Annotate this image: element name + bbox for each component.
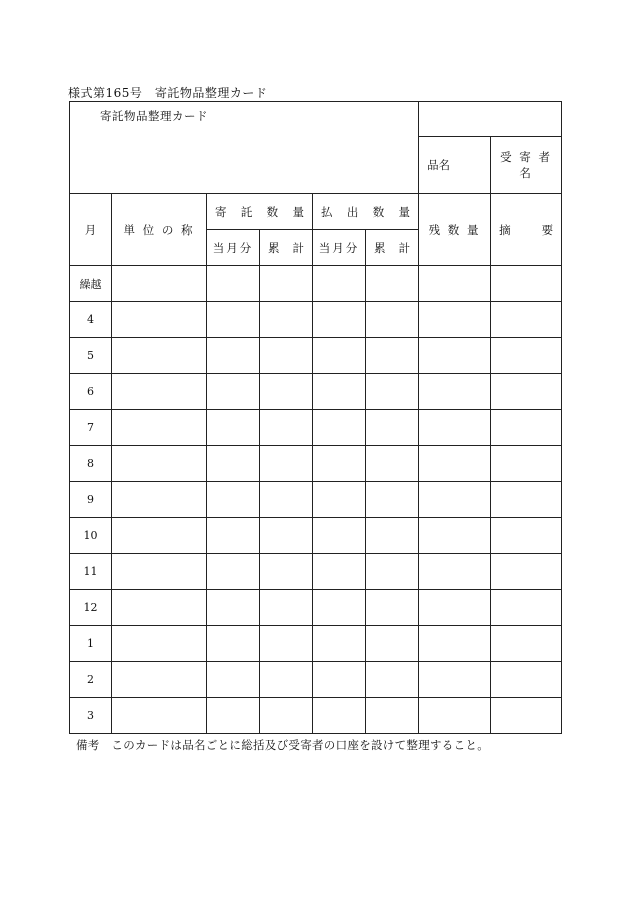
month-cell: 3 <box>70 698 112 734</box>
month-cell: 9 <box>70 482 112 518</box>
entry-cell[interactable] <box>313 518 366 554</box>
table-row <box>70 410 562 446</box>
entry-cell[interactable] <box>419 518 491 554</box>
entry-cell[interactable] <box>491 374 562 410</box>
entry-cell[interactable] <box>419 374 491 410</box>
table-row <box>70 518 562 554</box>
remaining-qty-header: 残 数 量 <box>419 194 491 266</box>
entry-cell[interactable] <box>366 338 419 374</box>
entry-cell[interactable] <box>112 410 207 446</box>
entry-cell[interactable] <box>419 626 491 662</box>
entry-cell[interactable] <box>112 374 207 410</box>
entry-cell[interactable] <box>112 590 207 626</box>
payout-qty-char: 出 <box>346 204 359 219</box>
payout-qty-header <box>313 194 419 230</box>
entry-cell[interactable] <box>491 266 562 302</box>
entry-cell[interactable] <box>112 266 207 302</box>
entry-cell[interactable] <box>491 302 562 338</box>
entry-cell[interactable] <box>112 626 207 662</box>
deposit-qty-char: 数 <box>266 204 279 219</box>
entry-cell[interactable] <box>491 698 562 734</box>
payout-qty-char: 数 <box>372 204 385 219</box>
entry-cell[interactable] <box>491 338 562 374</box>
entry-cell[interactable] <box>207 446 260 482</box>
entry-cell[interactable] <box>260 410 313 446</box>
deposit-item-card-table <box>69 101 562 734</box>
entry-cell[interactable] <box>419 662 491 698</box>
deposit-qty-char: 量 <box>292 204 304 219</box>
entry-cell[interactable] <box>491 590 562 626</box>
entry-cell[interactable] <box>366 554 419 590</box>
entry-cell[interactable] <box>491 662 562 698</box>
month-cell: 12 <box>70 590 112 626</box>
entry-cell[interactable] <box>112 446 207 482</box>
month-cell: 1 <box>70 626 112 662</box>
entry-cell[interactable] <box>313 374 366 410</box>
entry-cell[interactable] <box>491 554 562 590</box>
summary-header <box>491 194 562 266</box>
entry-cell[interactable] <box>260 554 313 590</box>
entry-cell[interactable] <box>207 590 260 626</box>
entry-cell[interactable] <box>313 554 366 590</box>
entry-cell[interactable] <box>112 518 207 554</box>
summary-char: 要 <box>541 222 554 237</box>
payout-qty-char: 払 <box>321 204 333 219</box>
table-row <box>70 446 562 482</box>
entry-cell[interactable] <box>260 302 313 338</box>
entry-cell[interactable] <box>207 410 260 446</box>
payout-cumulative-header <box>366 230 419 266</box>
deposit-qty-header <box>207 194 313 230</box>
table-row <box>70 626 562 662</box>
entry-cell[interactable] <box>260 374 313 410</box>
entry-cell[interactable] <box>260 266 313 302</box>
entry-cell[interactable] <box>313 698 366 734</box>
entry-cell[interactable] <box>366 446 419 482</box>
summary-char: 摘 <box>499 222 511 237</box>
entry-cell[interactable] <box>313 446 366 482</box>
entry-cell[interactable] <box>260 662 313 698</box>
entry-cell[interactable] <box>313 338 366 374</box>
entry-cell[interactable] <box>260 446 313 482</box>
entry-cell[interactable] <box>112 662 207 698</box>
month-header: 月 <box>70 194 112 266</box>
entry-cell[interactable] <box>366 374 419 410</box>
entry-cell[interactable] <box>112 698 207 734</box>
entry-cell[interactable] <box>207 266 260 302</box>
entry-cell[interactable] <box>260 482 313 518</box>
entry-cell[interactable] <box>419 338 491 374</box>
recipient-label: 受 寄 者 名 <box>491 137 562 194</box>
entry-cell[interactable] <box>419 590 491 626</box>
deposit-qty-char: 寄 <box>215 204 227 219</box>
entry-cell[interactable] <box>419 302 491 338</box>
entry-cell[interactable] <box>207 302 260 338</box>
entry-cell[interactable] <box>366 518 419 554</box>
cumulative-char: 計 <box>398 240 411 255</box>
entry-cell[interactable] <box>419 482 491 518</box>
cumulative-char: 累 <box>268 240 280 255</box>
month-cell: 2 <box>70 662 112 698</box>
month-cell: 8 <box>70 446 112 482</box>
unit-name-header: 単 位 の 称 <box>112 194 207 266</box>
table-row <box>70 554 562 590</box>
entry-cell[interactable] <box>419 266 491 302</box>
entry-cell[interactable] <box>366 698 419 734</box>
entry-cell[interactable] <box>207 698 260 734</box>
entry-cell[interactable] <box>207 338 260 374</box>
entry-cell[interactable] <box>260 338 313 374</box>
month-cell: 10 <box>70 518 112 554</box>
entry-cell[interactable] <box>491 626 562 662</box>
cumulative-char: 計 <box>292 240 304 255</box>
entry-cell[interactable] <box>313 266 366 302</box>
entry-cell[interactable] <box>366 266 419 302</box>
deposit-qty-char: 託 <box>240 204 253 219</box>
card-title: 寄託物品整理カード <box>100 109 208 123</box>
item-name-label: 品名 <box>419 137 491 194</box>
entry-cell[interactable] <box>491 482 562 518</box>
month-cell: 6 <box>70 374 112 410</box>
entry-cell[interactable] <box>313 590 366 626</box>
cumulative-char: 累 <box>374 240 386 255</box>
table-row <box>70 662 562 698</box>
entry-cell[interactable] <box>366 626 419 662</box>
table-row <box>70 482 562 518</box>
entry-cell[interactable] <box>313 482 366 518</box>
entry-cell[interactable] <box>419 410 491 446</box>
table-row <box>70 698 562 734</box>
payout-current-month-header: 当月分 <box>313 230 366 266</box>
entry-cell[interactable] <box>207 626 260 662</box>
entry-cell[interactable] <box>112 302 207 338</box>
entry-cell[interactable] <box>366 590 419 626</box>
entry-cell[interactable] <box>112 482 207 518</box>
deposit-cumulative-header <box>260 230 313 266</box>
entry-cell[interactable] <box>366 302 419 338</box>
month-cell: 7 <box>70 410 112 446</box>
entry-cell[interactable] <box>313 662 366 698</box>
entry-cell[interactable] <box>366 482 419 518</box>
entry-cell[interactable] <box>260 590 313 626</box>
entry-cell[interactable] <box>419 554 491 590</box>
card-title-cell <box>70 102 419 194</box>
entry-cell[interactable] <box>260 518 313 554</box>
table-row <box>70 302 562 338</box>
entry-cell[interactable] <box>313 410 366 446</box>
entry-cell[interactable] <box>366 662 419 698</box>
entry-cell[interactable] <box>207 662 260 698</box>
table-row <box>70 374 562 410</box>
entry-cell[interactable] <box>207 374 260 410</box>
month-cell: 4 <box>70 302 112 338</box>
month-cell: 5 <box>70 338 112 374</box>
month-rows <box>70 266 562 734</box>
remarks: 備考 このカードは品名ごとに総括及び受寄者の口座を設けて整理すること。 <box>76 738 489 752</box>
entry-cell[interactable] <box>366 410 419 446</box>
top-strip-cell <box>419 102 562 137</box>
entry-cell[interactable] <box>260 626 313 662</box>
entry-cell[interactable] <box>491 410 562 446</box>
entry-cell[interactable] <box>112 554 207 590</box>
month-cell: 11 <box>70 554 112 590</box>
entry-cell[interactable] <box>491 446 562 482</box>
entry-cell[interactable] <box>313 626 366 662</box>
entry-cell[interactable] <box>207 554 260 590</box>
entry-cell[interactable] <box>419 698 491 734</box>
entry-cell[interactable] <box>207 482 260 518</box>
entry-cell[interactable] <box>491 518 562 554</box>
entry-cell[interactable] <box>207 518 260 554</box>
payout-qty-char: 量 <box>398 204 411 219</box>
table-row <box>70 338 562 374</box>
deposit-current-month-header: 当月分 <box>207 230 260 266</box>
entry-cell[interactable] <box>260 698 313 734</box>
entry-cell[interactable] <box>313 302 366 338</box>
entry-cell[interactable] <box>419 446 491 482</box>
month-cell: 繰越 <box>70 266 112 302</box>
table-row <box>70 266 562 302</box>
form-title: 様式第165号 寄託物品整理カード <box>68 86 268 100</box>
entry-cell[interactable] <box>112 338 207 374</box>
table-row <box>70 590 562 626</box>
